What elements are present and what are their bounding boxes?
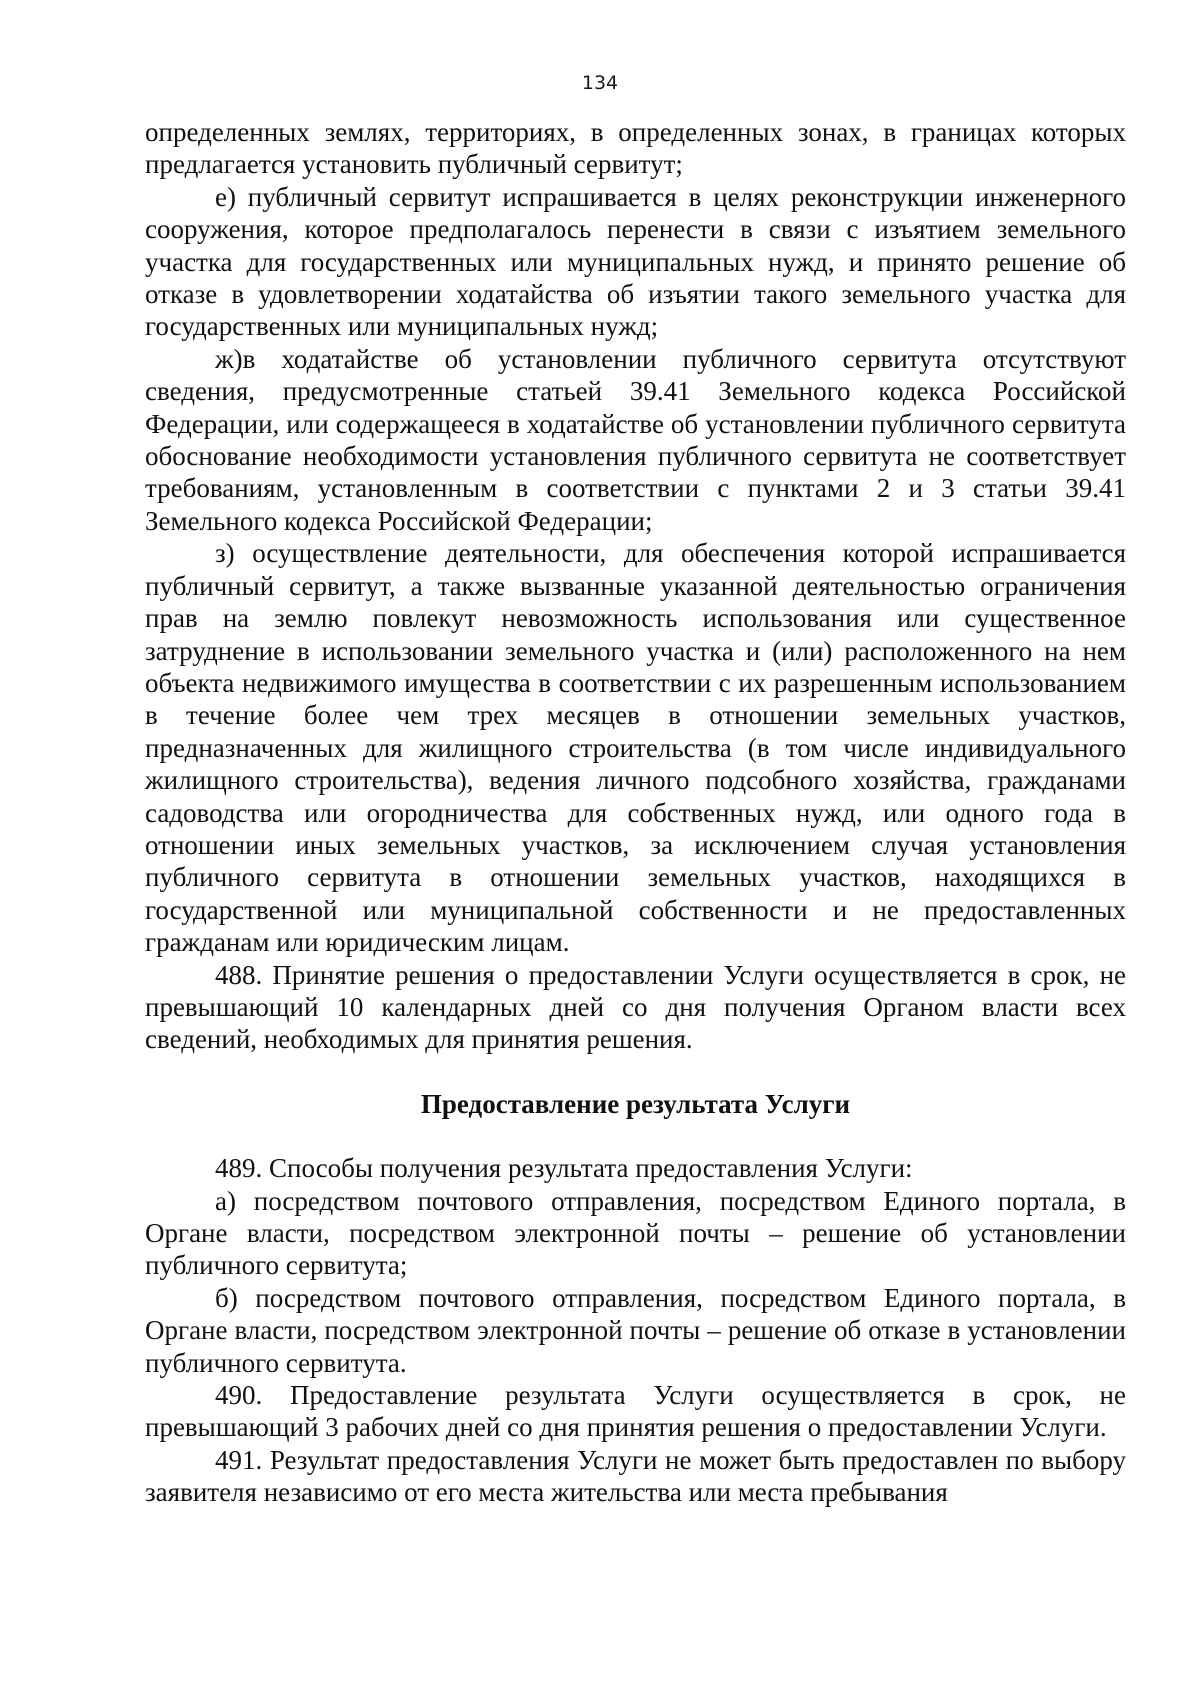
- paragraph-item-b: б) посредством почтового отправления, посредством Единого портала, в Органе власти, посредством электронной почты – решение об отказе в установлении публичного сервитута.: [145, 1282, 1126, 1378]
- paragraph-490: 490. Предоставление результата Услуги осуществляется в срок, не превышающий 3 рабочих дней со дня принятия решения о предоставлении Услуги.: [145, 1380, 1126, 1443]
- paragraph-item-e: е) публичный сервитут испрашивается в целях реконструкции инженерного сооружения, которое предполагалось перенести в связи с изъятием земельного участка для государственных или муниципальных нужд, и принято решение об отказе в удовлетворении ходатайства об изъятии такого земельного участка для государственных или муниципальных нужд;: [145, 181, 1126, 342]
- paragraph-489: 489. Способы получения результата предоставления Услуги:: [215, 1153, 913, 1184]
- paragraph-488: 488. Принятие решения о предоставлении Услуги осуществляется в срок, не превышающий 10 календарных дней со дня получения Органом власти всех сведений, необходимых для принятия решения.: [145, 959, 1126, 1055]
- paragraph-continuation: определенных землях, территориях, в определенных зонах, в границах которых предлагается установить публичный сервитут;: [145, 117, 1126, 180]
- paragraph-item-a: а) посредством почтового отправления, посредством Единого портала, в Органе власти, посредством электронной почты – решение об установлении публичного сервитута;: [145, 1185, 1126, 1281]
- paragraph-item-zh: ж)в ходатайстве об установлении публичного сервитута отсутствуют сведения, предусмотренные статьей 39.41 Земельного кодекса Российской Федерации, или содержащееся в ходатайстве об установлении публичного сервитута обоснование необходимости установления публичного сервитута не соответствует требованиям, установленным в соответствии с пунктами 2 и 3 статьи 39.41 Земельного кодекса Российской Федерации;: [145, 343, 1126, 536]
- paragraph-491: 491. Результат предоставления Услуги не может быть предоставлен по выбору заявителя независимо от его места жительства или места пребывания: [145, 1444, 1126, 1508]
- page-number: 134: [581, 72, 619, 94]
- document-body: [145, 116, 1126, 1509]
- section-heading: Предоставление результата Услуги: [420, 1088, 851, 1119]
- paragraph-item-z: з) осуществление деятельности, для обеспечения которой испрашивается публичный сервитут, а также вызванные указанной деятельностью ограничения прав на землю повлекут невозможность использования или существенное затруднение в использовании земельного участка и (или) расположенного на нем объекта недвижимого имущества в соответствии с их разрешенным использованием в течение более чем трех месяцев в отношении земельных участков, предназначенных для жилищного строительства (в том числе индивидуального жилищного строительства), ведения личного подсобного хозяйства, гражданами садоводства или огородничества для собственных нужд, или одного года в отношении иных земельных участков, за исключением случая установления публичного сервитута в отношении земельных участков, находящихся в государственной или муниципальной собственности и не предоставленных гражданам или юридическим лицам.: [145, 538, 1126, 958]
